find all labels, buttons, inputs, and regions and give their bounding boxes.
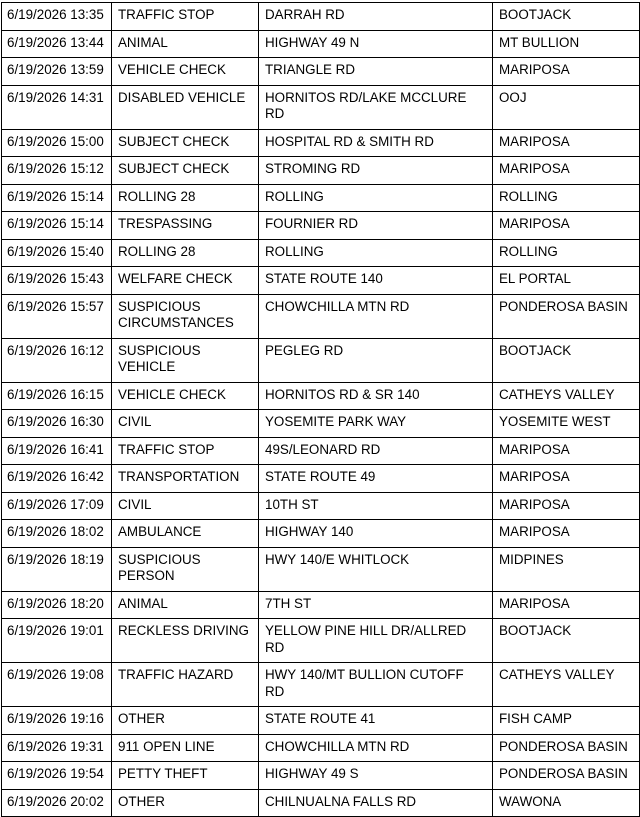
location-cell: HORNITOS RD & SR 140: [259, 382, 493, 410]
location-cell: DARRAH RD: [259, 3, 493, 31]
datetime-cell: 6/19/2026 16:41: [2, 437, 112, 465]
table-row: [2, 129, 640, 157]
call-type-cell: VEHICLE CHECK: [112, 58, 259, 86]
call-log-table: [1, 2, 640, 817]
area-cell: PONDEROSA BASIN: [493, 294, 640, 338]
datetime-cell: 6/19/2026 16:30: [2, 410, 112, 438]
table-row: [2, 437, 640, 465]
call-type-cell: TRAFFIC HAZARD: [112, 663, 259, 707]
datetime-cell: 6/19/2026 18:19: [2, 547, 112, 591]
location-cell: CHILNUALNA FALLS RD: [259, 789, 493, 817]
call-type-cell: SUBJECT CHECK: [112, 157, 259, 185]
call-type-cell: SUSPICIOUS CIRCUMSTANCES: [112, 294, 259, 338]
area-cell: MARIPOSA: [493, 437, 640, 465]
call-type-cell: SUSPICIOUS PERSON: [112, 547, 259, 591]
table-row: [2, 547, 640, 591]
table-row: [2, 3, 640, 31]
call-type-cell: RECKLESS DRIVING: [112, 619, 259, 663]
location-cell: YOSEMITE PARK WAY: [259, 410, 493, 438]
call-type-cell: ROLLING 28: [112, 239, 259, 267]
table-row: [2, 85, 640, 129]
table-row: [2, 591, 640, 619]
datetime-cell: 6/19/2026 18:02: [2, 520, 112, 548]
table-row: [2, 30, 640, 58]
area-cell: OOJ: [493, 85, 640, 129]
table-row: [2, 789, 640, 817]
location-cell: HOSPITAL RD & SMITH RD: [259, 129, 493, 157]
location-cell: PEGLEG RD: [259, 338, 493, 382]
location-cell: CHOWCHILLA MTN RD: [259, 294, 493, 338]
datetime-cell: 6/19/2026 14:31: [2, 85, 112, 129]
area-cell: MT BULLION: [493, 30, 640, 58]
location-cell: ROLLING: [259, 239, 493, 267]
location-cell: HORNITOS RD/LAKE MCCLURE RD: [259, 85, 493, 129]
datetime-cell: 6/19/2026 15:57: [2, 294, 112, 338]
datetime-cell: 6/19/2026 13:44: [2, 30, 112, 58]
area-cell: EL PORTAL: [493, 267, 640, 295]
datetime-cell: 6/19/2026 15:14: [2, 212, 112, 240]
location-cell: FOURNIER RD: [259, 212, 493, 240]
table-row: [2, 619, 640, 663]
call-type-cell: WELFARE CHECK: [112, 267, 259, 295]
area-cell: MARIPOSA: [493, 591, 640, 619]
datetime-cell: 6/19/2026 19:31: [2, 734, 112, 762]
table-row: [2, 58, 640, 86]
call-type-cell: OTHER: [112, 789, 259, 817]
call-type-cell: TRANSPORTATION: [112, 465, 259, 493]
datetime-cell: 6/19/2026 18:20: [2, 591, 112, 619]
call-type-cell: TRAFFIC STOP: [112, 437, 259, 465]
datetime-cell: 6/19/2026 15:40: [2, 239, 112, 267]
area-cell: ROLLING: [493, 239, 640, 267]
area-cell: MARIPOSA: [493, 58, 640, 86]
area-cell: ROLLING: [493, 184, 640, 212]
table-row: [2, 492, 640, 520]
table-row: [2, 734, 640, 762]
datetime-cell: 6/19/2026 15:43: [2, 267, 112, 295]
table-row: [2, 294, 640, 338]
area-cell: CATHEYS VALLEY: [493, 382, 640, 410]
location-cell: STATE ROUTE 41: [259, 707, 493, 735]
location-cell: ROLLING: [259, 184, 493, 212]
datetime-cell: 6/19/2026 19:54: [2, 762, 112, 790]
call-type-cell: CIVIL: [112, 410, 259, 438]
table-row: [2, 762, 640, 790]
table-row: [2, 663, 640, 707]
area-cell: MIDPINES: [493, 547, 640, 591]
location-cell: STATE ROUTE 49: [259, 465, 493, 493]
table-row: [2, 267, 640, 295]
area-cell: YOSEMITE WEST: [493, 410, 640, 438]
location-cell: TRIANGLE RD: [259, 58, 493, 86]
table-row: [2, 157, 640, 185]
area-cell: MARIPOSA: [493, 520, 640, 548]
call-type-cell: ROLLING 28: [112, 184, 259, 212]
call-type-cell: 911 OPEN LINE: [112, 734, 259, 762]
table-row: [2, 465, 640, 493]
location-cell: HIGHWAY 49 N: [259, 30, 493, 58]
datetime-cell: 6/19/2026 15:00: [2, 129, 112, 157]
table-row: [2, 212, 640, 240]
call-type-cell: SUBJECT CHECK: [112, 129, 259, 157]
call-type-cell: DISABLED VEHICLE: [112, 85, 259, 129]
area-cell: BOOTJACK: [493, 3, 640, 31]
location-cell: HIGHWAY 49 S: [259, 762, 493, 790]
table-row: [2, 520, 640, 548]
table-row: [2, 382, 640, 410]
location-cell: 49S/LEONARD RD: [259, 437, 493, 465]
table-row: [2, 410, 640, 438]
call-type-cell: TRESPASSING: [112, 212, 259, 240]
datetime-cell: 6/19/2026 20:02: [2, 789, 112, 817]
datetime-cell: 6/19/2026 15:12: [2, 157, 112, 185]
location-cell: HIGHWAY 140: [259, 520, 493, 548]
datetime-cell: 6/19/2026 17:09: [2, 492, 112, 520]
call-type-cell: ANIMAL: [112, 591, 259, 619]
area-cell: FISH CAMP: [493, 707, 640, 735]
location-cell: 7TH ST: [259, 591, 493, 619]
datetime-cell: 6/19/2026 16:15: [2, 382, 112, 410]
area-cell: WAWONA: [493, 789, 640, 817]
table-row: [2, 707, 640, 735]
call-type-cell: PETTY THEFT: [112, 762, 259, 790]
datetime-cell: 6/19/2026 19:16: [2, 707, 112, 735]
call-type-cell: ANIMAL: [112, 30, 259, 58]
call-type-cell: TRAFFIC STOP: [112, 3, 259, 31]
location-cell: STATE ROUTE 140: [259, 267, 493, 295]
datetime-cell: 6/19/2026 16:12: [2, 338, 112, 382]
location-cell: CHOWCHILLA MTN RD: [259, 734, 493, 762]
call-type-cell: VEHICLE CHECK: [112, 382, 259, 410]
table-row: [2, 239, 640, 267]
call-type-cell: AMBULANCE: [112, 520, 259, 548]
area-cell: MARIPOSA: [493, 157, 640, 185]
area-cell: PONDEROSA BASIN: [493, 762, 640, 790]
datetime-cell: 6/19/2026 19:08: [2, 663, 112, 707]
datetime-cell: 6/19/2026 16:42: [2, 465, 112, 493]
area-cell: MARIPOSA: [493, 129, 640, 157]
area-cell: MARIPOSA: [493, 492, 640, 520]
datetime-cell: 6/19/2026 15:14: [2, 184, 112, 212]
call-type-cell: CIVIL: [112, 492, 259, 520]
call-type-cell: OTHER: [112, 707, 259, 735]
table-row: [2, 184, 640, 212]
location-cell: 10TH ST: [259, 492, 493, 520]
location-cell: HWY 140/MT BULLION CUTOFF RD: [259, 663, 493, 707]
area-cell: CATHEYS VALLEY: [493, 663, 640, 707]
area-cell: MARIPOSA: [493, 212, 640, 240]
location-cell: STROMING RD: [259, 157, 493, 185]
area-cell: BOOTJACK: [493, 338, 640, 382]
area-cell: BOOTJACK: [493, 619, 640, 663]
call-log-body: [2, 3, 640, 817]
table-row: [2, 338, 640, 382]
area-cell: MARIPOSA: [493, 465, 640, 493]
datetime-cell: 6/19/2026 13:35: [2, 3, 112, 31]
datetime-cell: 6/19/2026 13:59: [2, 58, 112, 86]
location-cell: HWY 140/E WHITLOCK: [259, 547, 493, 591]
datetime-cell: 6/19/2026 19:01: [2, 619, 112, 663]
call-type-cell: SUSPICIOUS VEHICLE: [112, 338, 259, 382]
area-cell: PONDEROSA BASIN: [493, 734, 640, 762]
location-cell: YELLOW PINE HILL DR/ALLRED RD: [259, 619, 493, 663]
